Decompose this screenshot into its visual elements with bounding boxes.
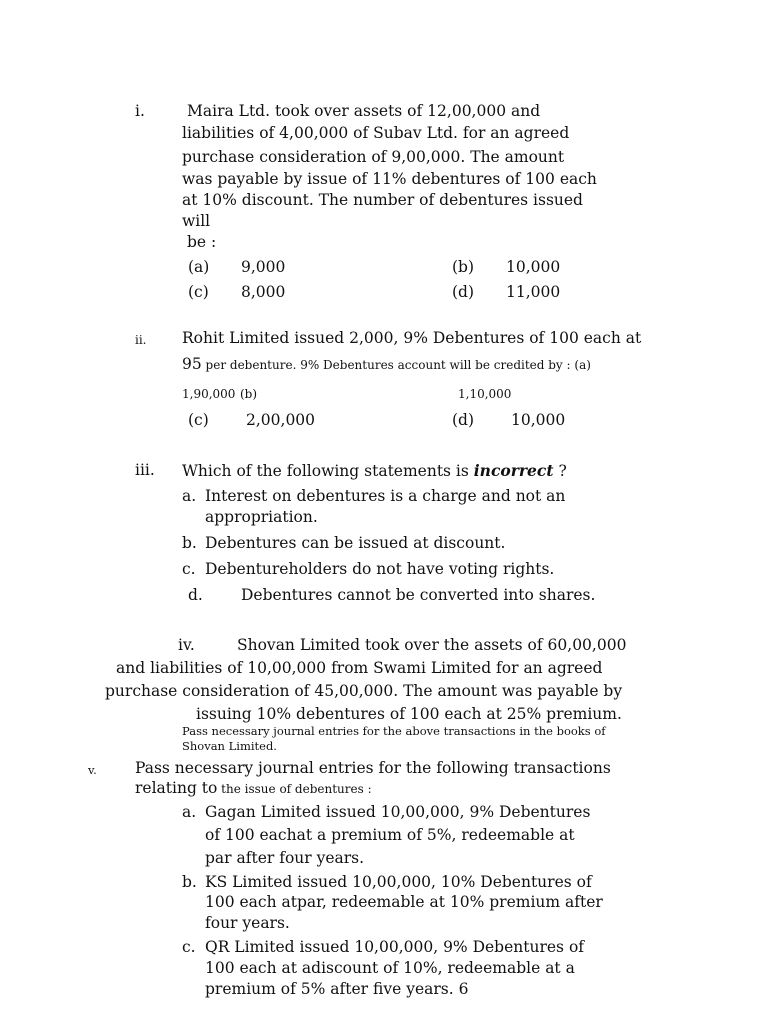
option-value: 2,00,000 <box>246 411 316 429</box>
option-text: Interest on debentures is a charge and not an <box>205 487 566 505</box>
question-text-line: Rohit Limited issued 2,000, 9% Debentures of 100 each at <box>182 329 642 347</box>
option-value: 10,000 <box>511 411 566 429</box>
emphasis-incorrect: incorrect <box>473 461 554 480</box>
question-text-line: Pass necessary journal entries for the following transactions <box>135 759 611 777</box>
option-label: (b) <box>452 258 475 276</box>
question-text-line: relating to the issue of debentures : <box>135 779 372 797</box>
question-text-line: will <box>182 212 211 230</box>
option-b-value: 1,10,000 <box>458 387 512 401</box>
question-number: iv. <box>178 636 195 654</box>
option-a-value: 1,90,000 <box>182 387 236 401</box>
option-label: d. <box>188 586 203 604</box>
question-text-line: 95 per debenture. 9% Debentures account will be credited by : (a) <box>182 355 591 373</box>
option-label: a. <box>182 487 197 505</box>
item-text: of 100 eachat a premium of 5%, redeemable at <box>205 826 575 844</box>
option-label: b. <box>182 534 197 552</box>
option-value: 10,000 <box>506 258 561 276</box>
option-label: (b) <box>240 387 258 401</box>
question-text-line: at 10% discount. The number of debentures issued <box>182 191 583 209</box>
question-text-line: issuing 10% debentures of 100 each at 25% premium. <box>196 705 622 723</box>
item-label: a. <box>182 803 197 821</box>
item-text: 100 each at adiscount of 10%, redeemable at a <box>205 959 575 977</box>
question-text-line: purchase consideration of 45,00,000. The amount was payable by <box>105 682 623 700</box>
option-value: 9,000 <box>241 258 286 276</box>
option-label: (d) <box>452 411 475 429</box>
item-text: four years. <box>205 914 290 932</box>
question-text-line: Maira Ltd. took over assets of 12,00,000 and <box>187 102 541 120</box>
option-label: (d) <box>452 283 475 301</box>
item-text: premium of 5% after five years. 6 <box>205 980 469 998</box>
item-label: c. <box>182 938 196 956</box>
question-number: i. <box>135 102 145 120</box>
item-text: Gagan Limited issued 10,00,000, 9% Debentures <box>205 803 591 821</box>
question-number: iii. <box>135 461 155 479</box>
question-text-line: Shovan Limited took over the assets of 60,00,000 <box>237 636 627 654</box>
option-label: (c) <box>188 411 209 429</box>
question-number: v. <box>88 763 97 777</box>
item-text: QR Limited issued 10,00,000, 9% Debentures of <box>205 938 585 956</box>
question-text-line: was payable by issue of 11% debentures of 100 each <box>182 170 597 188</box>
option-label: c. <box>182 560 196 578</box>
question-text-line: liabilities of 4,00,000 of Subav Ltd. for an agreed <box>182 124 570 142</box>
option-label: (a) <box>188 258 210 276</box>
item-text: 100 each atpar, redeemable at 10% premium after <box>205 893 603 911</box>
option-text: Debentureholders do not have voting rights. <box>205 560 555 578</box>
question-text-line: Shovan Limited. <box>182 739 277 753</box>
option-value: 11,000 <box>506 283 561 301</box>
question-text-line: Which of the following statements is incorrect ? <box>182 461 567 480</box>
question-text-line: Pass necessary journal entries for the above transactions in the books of <box>182 724 606 738</box>
option-text: Debentures can be issued at discount. <box>205 534 506 552</box>
question-text-line: be : <box>187 233 217 251</box>
question-text-line: purchase consideration of 9,00,000. The amount <box>182 148 565 166</box>
option-text: appropriation. <box>205 508 318 526</box>
item-text: par after four years. <box>205 849 365 867</box>
item-text: KS Limited issued 10,00,000, 10% Debentures of <box>205 873 592 891</box>
item-label: b. <box>182 873 197 891</box>
option-text: Debentures cannot be converted into shares. <box>241 586 596 604</box>
option-value: 8,000 <box>241 283 286 301</box>
option-label: (c) <box>188 283 209 301</box>
question-text-line: and liabilities of 10,00,000 from Swami Limited for an agreed <box>116 659 603 677</box>
question-number: ii. <box>135 333 147 347</box>
